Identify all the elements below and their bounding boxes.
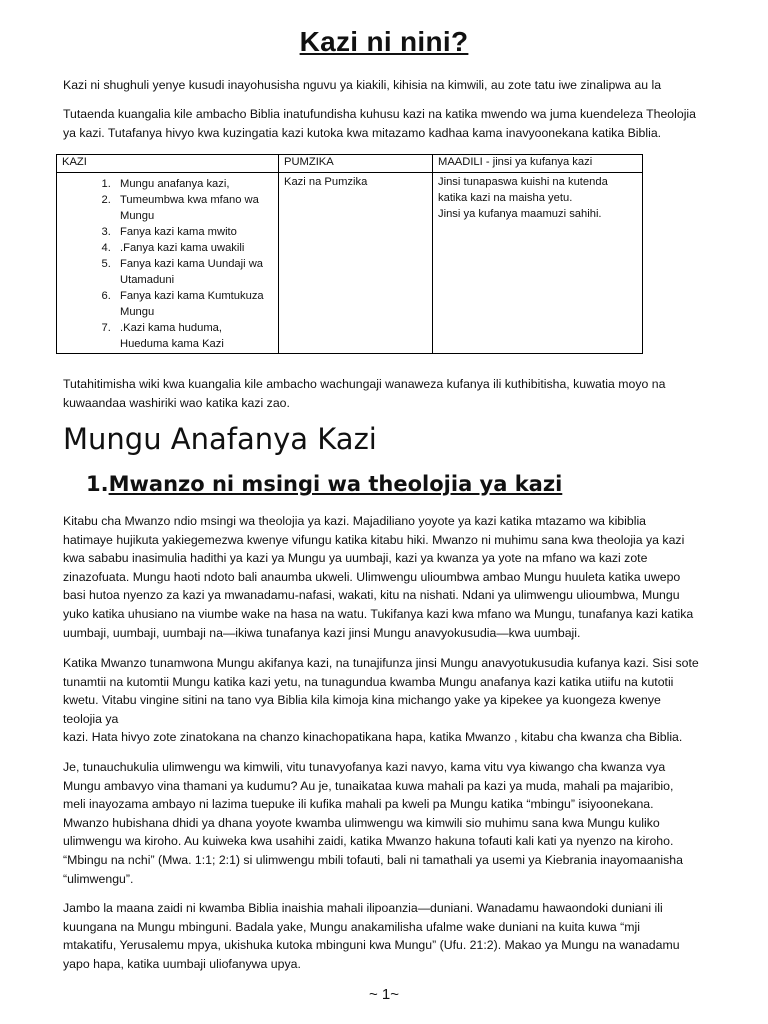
text-line: Jambo la maana zaidi ni kwamba Biblia inaishia mahali ilipoanzia—duniani. Wanadamu hawaondoki duniani ili <box>63 901 663 915</box>
subsection-heading <box>86 472 562 496</box>
text-line: kwetu. Vitabu vingine sitini na tano vya Biblia kila kimoja kina michango yake ya kipekee ya kuongeza kwenye <box>63 693 661 708</box>
header-maadili: MAADILI - jinsi ya kufanya kazi <box>433 155 643 173</box>
text-line: ya kazi. Tutafanya hivyo kwa kuzingatia kazi kutoka kwa mitazamo kadhaa kama inavyoonekana katika Biblia. <box>63 125 662 140</box>
body-paragraph-1 <box>63 512 713 642</box>
maadili-cell <box>433 173 643 354</box>
maadili-line: Jinsi tunapaswa kuishi na kutenda <box>438 176 608 188</box>
text-line: kuungana na Mungu mbinguni. Badala yake, Mungu anakamilisha ufalme wake duniani na kuita kuwa “mji <box>63 919 640 934</box>
pumzika-cell <box>279 173 433 354</box>
text-line: kuwaandaa washiriki wao katika kazi zao. <box>63 395 290 410</box>
list-item: 4. .Fanya kazi kama uwakili <box>114 240 273 256</box>
page-title: Kazi ni nini? <box>299 26 469 57</box>
text-line: teolojia ya <box>63 711 119 726</box>
body-paragraph-4 <box>63 899 713 973</box>
body-paragraph-2 <box>63 654 713 747</box>
text-line: Tutaenda kuangalia kile ambacho Biblia inatufundisha kuhusu kazi na katika mwendo wa juma kuendeleza Theolojia <box>63 107 697 121</box>
text-line: yapo hapa, katika uumbaji uliofanywa upya. <box>63 956 301 971</box>
text-line: hatimaye hujikuta yakiegemezwa kwenye vifungu katika kitabu hiki. Mwanzo ni muhimu sana kwa theolojia ya kazi <box>63 532 685 547</box>
kazi-list <box>62 176 273 352</box>
text-line: Mwanzo hubishana dhidi ya dhana yoyote kwamba ulimwengu wa kimwili sio muhimu sana kwa Mungu kuliko <box>63 815 660 830</box>
intro-paragraph-2 <box>63 105 713 142</box>
topics-table <box>56 154 643 354</box>
text-line: kwa sababu inasimulia hadithi ya kazi ya Mungu ya uumbaji, kazi ya kwanza ya yote na mfano wa kazi zote <box>63 551 648 566</box>
text-line: zinazofuata. Mungu haoti ndoto bali anaumba ukweli. Ulimwengu ulioumbwa ambao Mungu huuleta katika uwepo <box>63 569 681 584</box>
text-line: yuko katika uhusiano na viumbe wake na hasa na watu. Tukifanya kazi kwa mfano wa Mungu, tunafanya kazi katika <box>63 606 694 621</box>
list-item: 7. .Kazi kama huduma, Hueduma kama Kazi <box>114 320 273 352</box>
table-row <box>57 173 643 354</box>
text-line: Kitabu cha Mwanzo ndio msingi wa theolojia ya kazi. Majadiliano yoyote ya kazi katika mtazamo wa kibiblia <box>63 514 647 528</box>
text-line: Katika Mwanzo tunamwona Mungu akifanya kazi, na tunajifunza jinsi Mungu anavyotukusudia kufanya kazi. Sisi sote <box>63 656 699 670</box>
text-line: tunamtii na kutomtii Mungu katika kazi yetu, na tunagundua kwamba Mungu anafanya kazi katika utiifu na kutotii <box>63 674 674 689</box>
text-line: “ulimwengu”. <box>63 871 134 886</box>
text-line: Mungu ambavyo vina thamani ya kudumu? Au je, tunaikataa kuwa mahali pa kazi ya muda, mahali pa majaribio, <box>63 778 674 793</box>
text-line: kazi. Hata hivyo zote zinatokana na chanzo kinachopatikana hapa, katika Mwanzo , kitabu cha kwanza cha Biblia. <box>63 730 683 745</box>
text-line: Tutahitimisha wiki kwa kuangalia kile ambacho wachungaji wanaweza kufanya ili kuthibitisha, kuwatia moyo na <box>63 377 666 391</box>
list-item: 6. Fanya kazi kama Kumtukuza Mungu <box>114 288 273 320</box>
list-item: 3. Fanya kazi kama mwito <box>114 224 273 240</box>
header-kazi: KAZI <box>57 155 279 173</box>
list-item: 5. Fanya kazi kama Uundaji wa Utamaduni <box>114 256 273 288</box>
text-line: uumbaji, uumbaji, uumbaji na—ikiwa tunafanya kazi jinsi Mungu anavyokusudia—kwa uumbaji. <box>63 625 581 640</box>
intro-paragraph-1 <box>63 76 713 95</box>
text-line: Kazi ni shughuli yenye kusudi inayohusisha nguvu ya kiakili, kihisia na kimwili, au zote tatu iwe zinalipwa au la <box>63 78 662 92</box>
pumzika-text: Kazi na Pumzika <box>284 176 368 188</box>
text-line: meli inayozama ambayo ni lazima tuepuke ili kufika mahali pa kweli pa Mungu katika “mbingu” isiyoonekana. <box>63 797 654 812</box>
body-paragraph-3 <box>63 758 713 888</box>
maadili-line: katika kazi na maisha yetu. <box>438 192 573 204</box>
page-number: ~ 1~ <box>368 986 400 1003</box>
text-line: basi hutoa nyenzo za kazi ya mwanadamu-nafasi, wakati, kitu na nishati. Ndani ya ulimwengu ulioumbwa, Mungu <box>63 588 680 603</box>
subsection-title: Mwanzo ni msingi wa theolojia ya kazi <box>108 472 563 496</box>
header-pumzika: PUMZIKA <box>279 155 433 173</box>
list-item: 1. Mungu anafanya kazi, <box>114 176 273 192</box>
section-heading: Mungu Anafanya Kazi <box>63 422 377 456</box>
text-line: “Mbingu na nchi” (Mwa. 1:1; 2:1) si ulimwengu mbili tofauti, bali ni tamathali ya usemi ya Kiebrania inayomaanisha <box>63 852 683 867</box>
text-line: ulimwengu wa kiroho. Au kuiweka kwa usahihi zaidi, katika Mwanzo hakuna tofauti kali kati ya nyenzo na kiroho. <box>63 834 674 849</box>
conclusion-paragraph <box>63 375 713 412</box>
list-item: 2. Tumeumbwa kwa mfano wa Mungu <box>114 192 273 224</box>
maadili-line: Jinsi ya kufanya maamuzi sahihi. <box>438 208 602 220</box>
text-line: mtakatifu, Yerusalemu mpya, ukishuka kutoka mbinguni kwa Mungu” (Ufu. 21:2). Makao ya Mungu na wanadamu <box>63 938 680 953</box>
text-line: Je, tunauchukulia ulimwengu wa kimwili, vitu tunavyofanya kazi navyo, kama vitu vya kiwango cha kwanza vya <box>63 760 666 774</box>
kazi-cell <box>57 173 279 354</box>
subsection-number: 1. <box>86 472 109 496</box>
table-header-row <box>57 155 643 173</box>
